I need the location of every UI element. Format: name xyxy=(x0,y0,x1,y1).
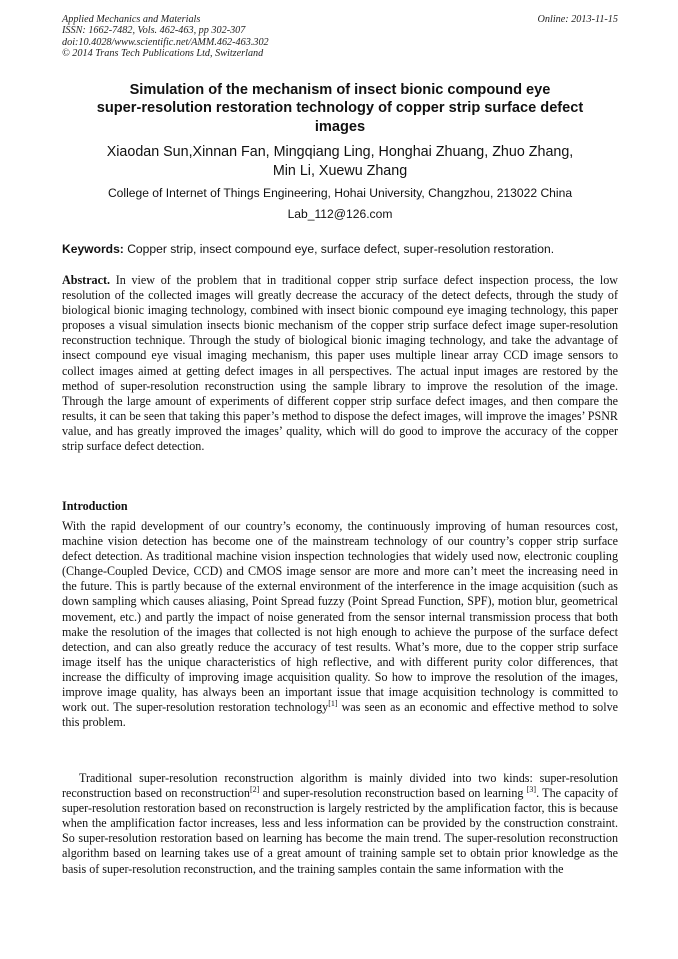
section-heading-introduction: Introduction xyxy=(62,499,128,513)
keywords-text: Copper strip, insect compound eye, surface defect, super-resolution restoration. xyxy=(123,242,555,256)
intro-p2-text-c: . The capacity of super-resolution restoration based on reconstruction is largely restricted by the amplification factor, this is because when the amplification factor increases, less and less information can be provided by the construction constraint. So super-resolution restoration based on learning has become the main trend. The super-resolution reconstruction algorithm based on learning takes use of a great amount of training sample set to obtain prior knowledge as the basis of super-resolution reconstruction, and the training samples contain the same information with the xyxy=(62,786,618,876)
title-line-3: images xyxy=(314,118,366,135)
citation-1: [1] xyxy=(328,699,338,709)
authors-line-2: Min Li, Xuewu Zhang xyxy=(272,163,408,179)
introduction-paragraph-2 xyxy=(62,771,618,877)
intro-p1-text-a: With the rapid development of our country’s economy, the continuously improving of human resources cost, machine vision detection has become one of the mainstream technology of our country’s copper strip surface defect detection. As traditional machine vision inspection technologies that widely used now, electronic coupling (Change-Coupled Device, CCD) and CMOS image sensor are more and more can’t meet the increasing need in the future. This is partly because of the external environment of the interference in the image acquisition (such as down sampling which causes aliasing, Point Spread fuzzy (Point Spread Function, SPF), motion blur, geometrical movement, etc.) and partly the impact of noise generated from the sensor internal transmission process that both make the resolution of the images that collected is not high enough to achieve the purpose of the surface defect detection, and can also greatly reduce the accuracy of test results. What’s more, due to the copper strip surface image itself has the unique characteristics of high reflective, and with different purity color differences, that increase the difficulty of improving image acquisition quality. So how to improve the resolution of the images, improve image quality, has always been an important issue that image acquisition technology is committed to work out. The super-resolution restoration technology xyxy=(62,519,618,715)
affiliation: College of Internet of Things Engineering, Hohai University, Changzhou, 213022 China xyxy=(107,186,573,200)
author-list xyxy=(62,143,618,181)
journal-header xyxy=(62,14,618,60)
authors-line-1: Xiaodan Sun,Xinnan Fan, Mingqiang Ling, Honghai Zhuang, Zhuo Zhang, xyxy=(106,144,574,160)
author-email: Lab_112@126.com xyxy=(287,207,393,221)
citation-3: [3] xyxy=(526,785,537,795)
issn-line: ISSN: 1662-7482, Vols. 462-463, pp 302-307 xyxy=(62,25,246,37)
abstract-label: Abstract. xyxy=(62,273,111,287)
title-line-1: Simulation of the mechanism of insect bionic compound eye xyxy=(129,82,551,98)
introduction-paragraph-1 xyxy=(62,519,618,730)
intro-p2-text-a: Traditional super-resolution reconstruction algorithm is mainly divided into two kinds: super-resolution reconstruction based on reconstruction xyxy=(62,771,618,801)
keywords xyxy=(62,242,618,256)
doi-line: doi:10.4028/www.scientific.net/AMM.462-463.302 xyxy=(62,36,269,48)
title-line-2: super-resolution restoration technology of copper strip surface defect xyxy=(96,100,584,117)
online-date: Online: 2013-11-15 xyxy=(537,14,618,25)
intro-p1-text-b: was seen as an economic and effective method to solve this problem. xyxy=(62,700,618,730)
citation-2: [2] xyxy=(249,785,260,795)
paper-title xyxy=(62,81,618,136)
abstract-text: In view of the problem that in traditional copper strip surface defect inspection process, the low resolution of the collected images will greatly decrease the accuracy of the detect defects, through the study of biological bionic imaging technology, combined with insect bionic compound eye imaging technology, this paper proposes a visual simulation insects bionic mechanism of the copper strip surface defect image super-resolution reconstruction technique. Through the study of biological bionic imaging technology, and take the advantage of insect compound eye visual imaging mechanism, this paper uses multiple linear array CCD image sensors to collect images aimed at getting defect images in all perspectives. The actual input images are restored by the method of super-resolution reconstruction using the sample library to improve the resolution of the image. Through the large amount of experiments of different copper strip surface defect images, and then compare the results, it can be seen that taking this paper’s method to dispose the defect images, will improve the images’ PSNR value, and has greatly improved the images’ quality, which will do good to improve the accuracy of the copper strip surface defect detection. xyxy=(62,273,618,454)
abstract-paragraph xyxy=(62,273,618,454)
journal-name: Applied Mechanics and Materials xyxy=(62,14,201,25)
intro-p2-text-b: and super-resolution reconstruction based on learning xyxy=(259,786,527,801)
copyright-line: © 2014 Trans Tech Publications Ltd, Switzerland xyxy=(62,48,264,60)
keywords-label: Keywords: xyxy=(62,242,124,256)
